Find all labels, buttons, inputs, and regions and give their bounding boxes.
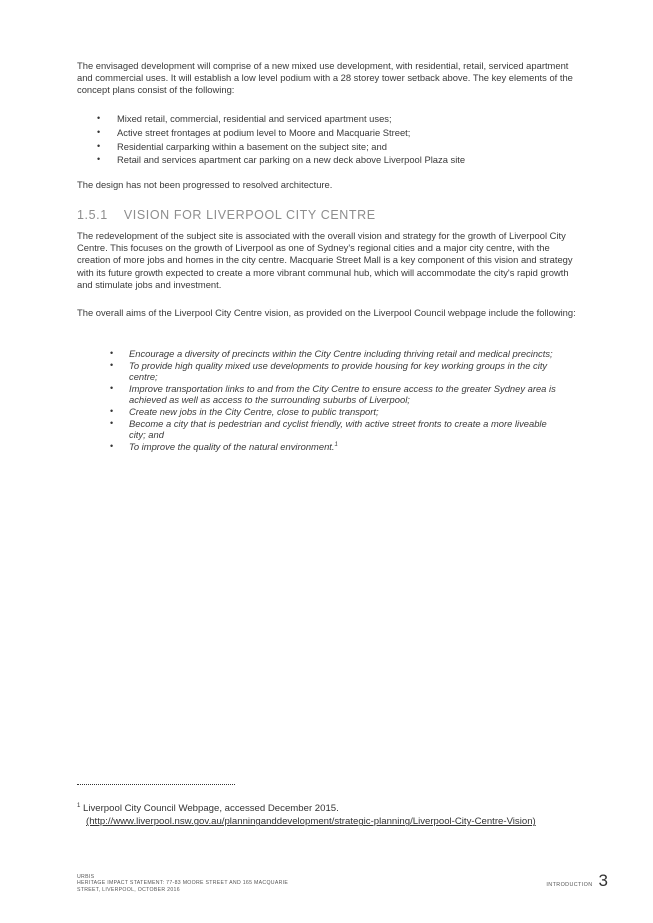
footer-section-label: INTRODUCTION	[546, 882, 593, 888]
aims-paragraph: The overall aims of the Liverpool City Centre vision, as provided on the Liverpool Council webpage include the following:	[77, 307, 576, 318]
list-item: • Create new jobs in the City Centre, close to public transport;	[110, 405, 379, 417]
footer-subtitle: STREET, LIVERPOOL, OCTOBER 2016	[77, 886, 180, 893]
footnote	[77, 802, 597, 828]
list-item: • Mixed retail, commercial, residential and serviced apartment uses;	[97, 113, 392, 124]
bullet-icon: •	[110, 440, 114, 451]
bullet-icon: •	[110, 382, 114, 393]
bullet-icon: •	[110, 405, 114, 416]
footer-company: URBIS	[77, 874, 95, 880]
list-item: • Retail and services apartment car parking on a new deck above Liverpool Plaza site	[97, 154, 466, 166]
bullet-icon: •	[97, 154, 101, 165]
list-item: • Become a city that is pedestrian and cyclist friendly, with active street fronts to create a more liveable city; and	[110, 417, 547, 441]
footer-page-info	[546, 872, 608, 889]
key-elements-list	[97, 112, 577, 167]
list-item: • To provide high quality mixed use developments to provide housing for key working groups in the city centre;	[110, 359, 548, 383]
footnote-link[interactable]: (http://www.liverpool.nsw.gov.au/planninganddevelopment/strategic-planning/Liverpool-City-Centre-Vision)	[86, 816, 536, 828]
footer-document-info	[77, 874, 397, 893]
section-title: VISION FOR LIVERPOOL CITY CENTRE	[123, 208, 376, 222]
list-item: • Active street frontages at podium level to Moore and Macquarie Street;	[97, 126, 411, 138]
section-heading	[77, 208, 477, 222]
intro-paragraph: The envisaged development will comprise of a new mixed use development, with residential, retail, serviced apartment and commercial uses. It will establish a low level podium with a 28 storey tower setback above. The key elements of the concept plans consist of the following:	[77, 60, 573, 96]
list-item: • Encourage a diversity of precincts within the City Centre including thriving retail and medical precincts;	[110, 348, 553, 359]
list-item: • To improve the quality of the natural environment.$^1$	[110, 440, 338, 452]
section-number: 1.5.1	[77, 208, 108, 222]
bullet-icon: •	[110, 348, 114, 358]
page-number: 3	[598, 871, 608, 890]
bullet-icon: •	[110, 359, 114, 370]
footnote-marker: 1	[77, 802, 81, 809]
design-note: The design has not been progressed to resolved architecture.	[77, 179, 333, 190]
bullet-icon: •	[97, 126, 101, 137]
bullet-icon: •	[110, 417, 114, 428]
list-item: • Improve transportation links to and from the City Centre to ensure access to the greater Sydney area is achieved as well as access to the surrounding suburbs of Liverpool;	[110, 382, 556, 406]
vision-paragraph: The redevelopment of the subject site is associated with the overall vision and strategy for the growth of Liverpool City Centre. This focuses on the growth of Liverpool as one of Sydney's regional cities and a major city centre, with the creation of more jobs and homes in the city centre. Macquarie Street Mall is a key component of this vision and strategy with its future growth expected to create a more vibrant communal hub, which will accommodate the city's rapid growth and stimulate jobs and investment.	[77, 230, 573, 290]
list-item: • Residential carparking within a basement on the subject site; and	[97, 140, 387, 152]
bullet-icon: •	[97, 113, 101, 123]
aims-list	[110, 348, 560, 452]
footnote-reference[interactable]: 1	[334, 441, 338, 448]
footnote-separator	[77, 784, 235, 785]
footer-title: HERITAGE IMPACT STATEMENT: 77-83 MOORE STREET AND 165 MACQUARIE	[77, 880, 289, 887]
bullet-icon: •	[97, 140, 101, 151]
footnote-text: Liverpool City Council Webpage, accessed December 2015.	[83, 803, 339, 814]
